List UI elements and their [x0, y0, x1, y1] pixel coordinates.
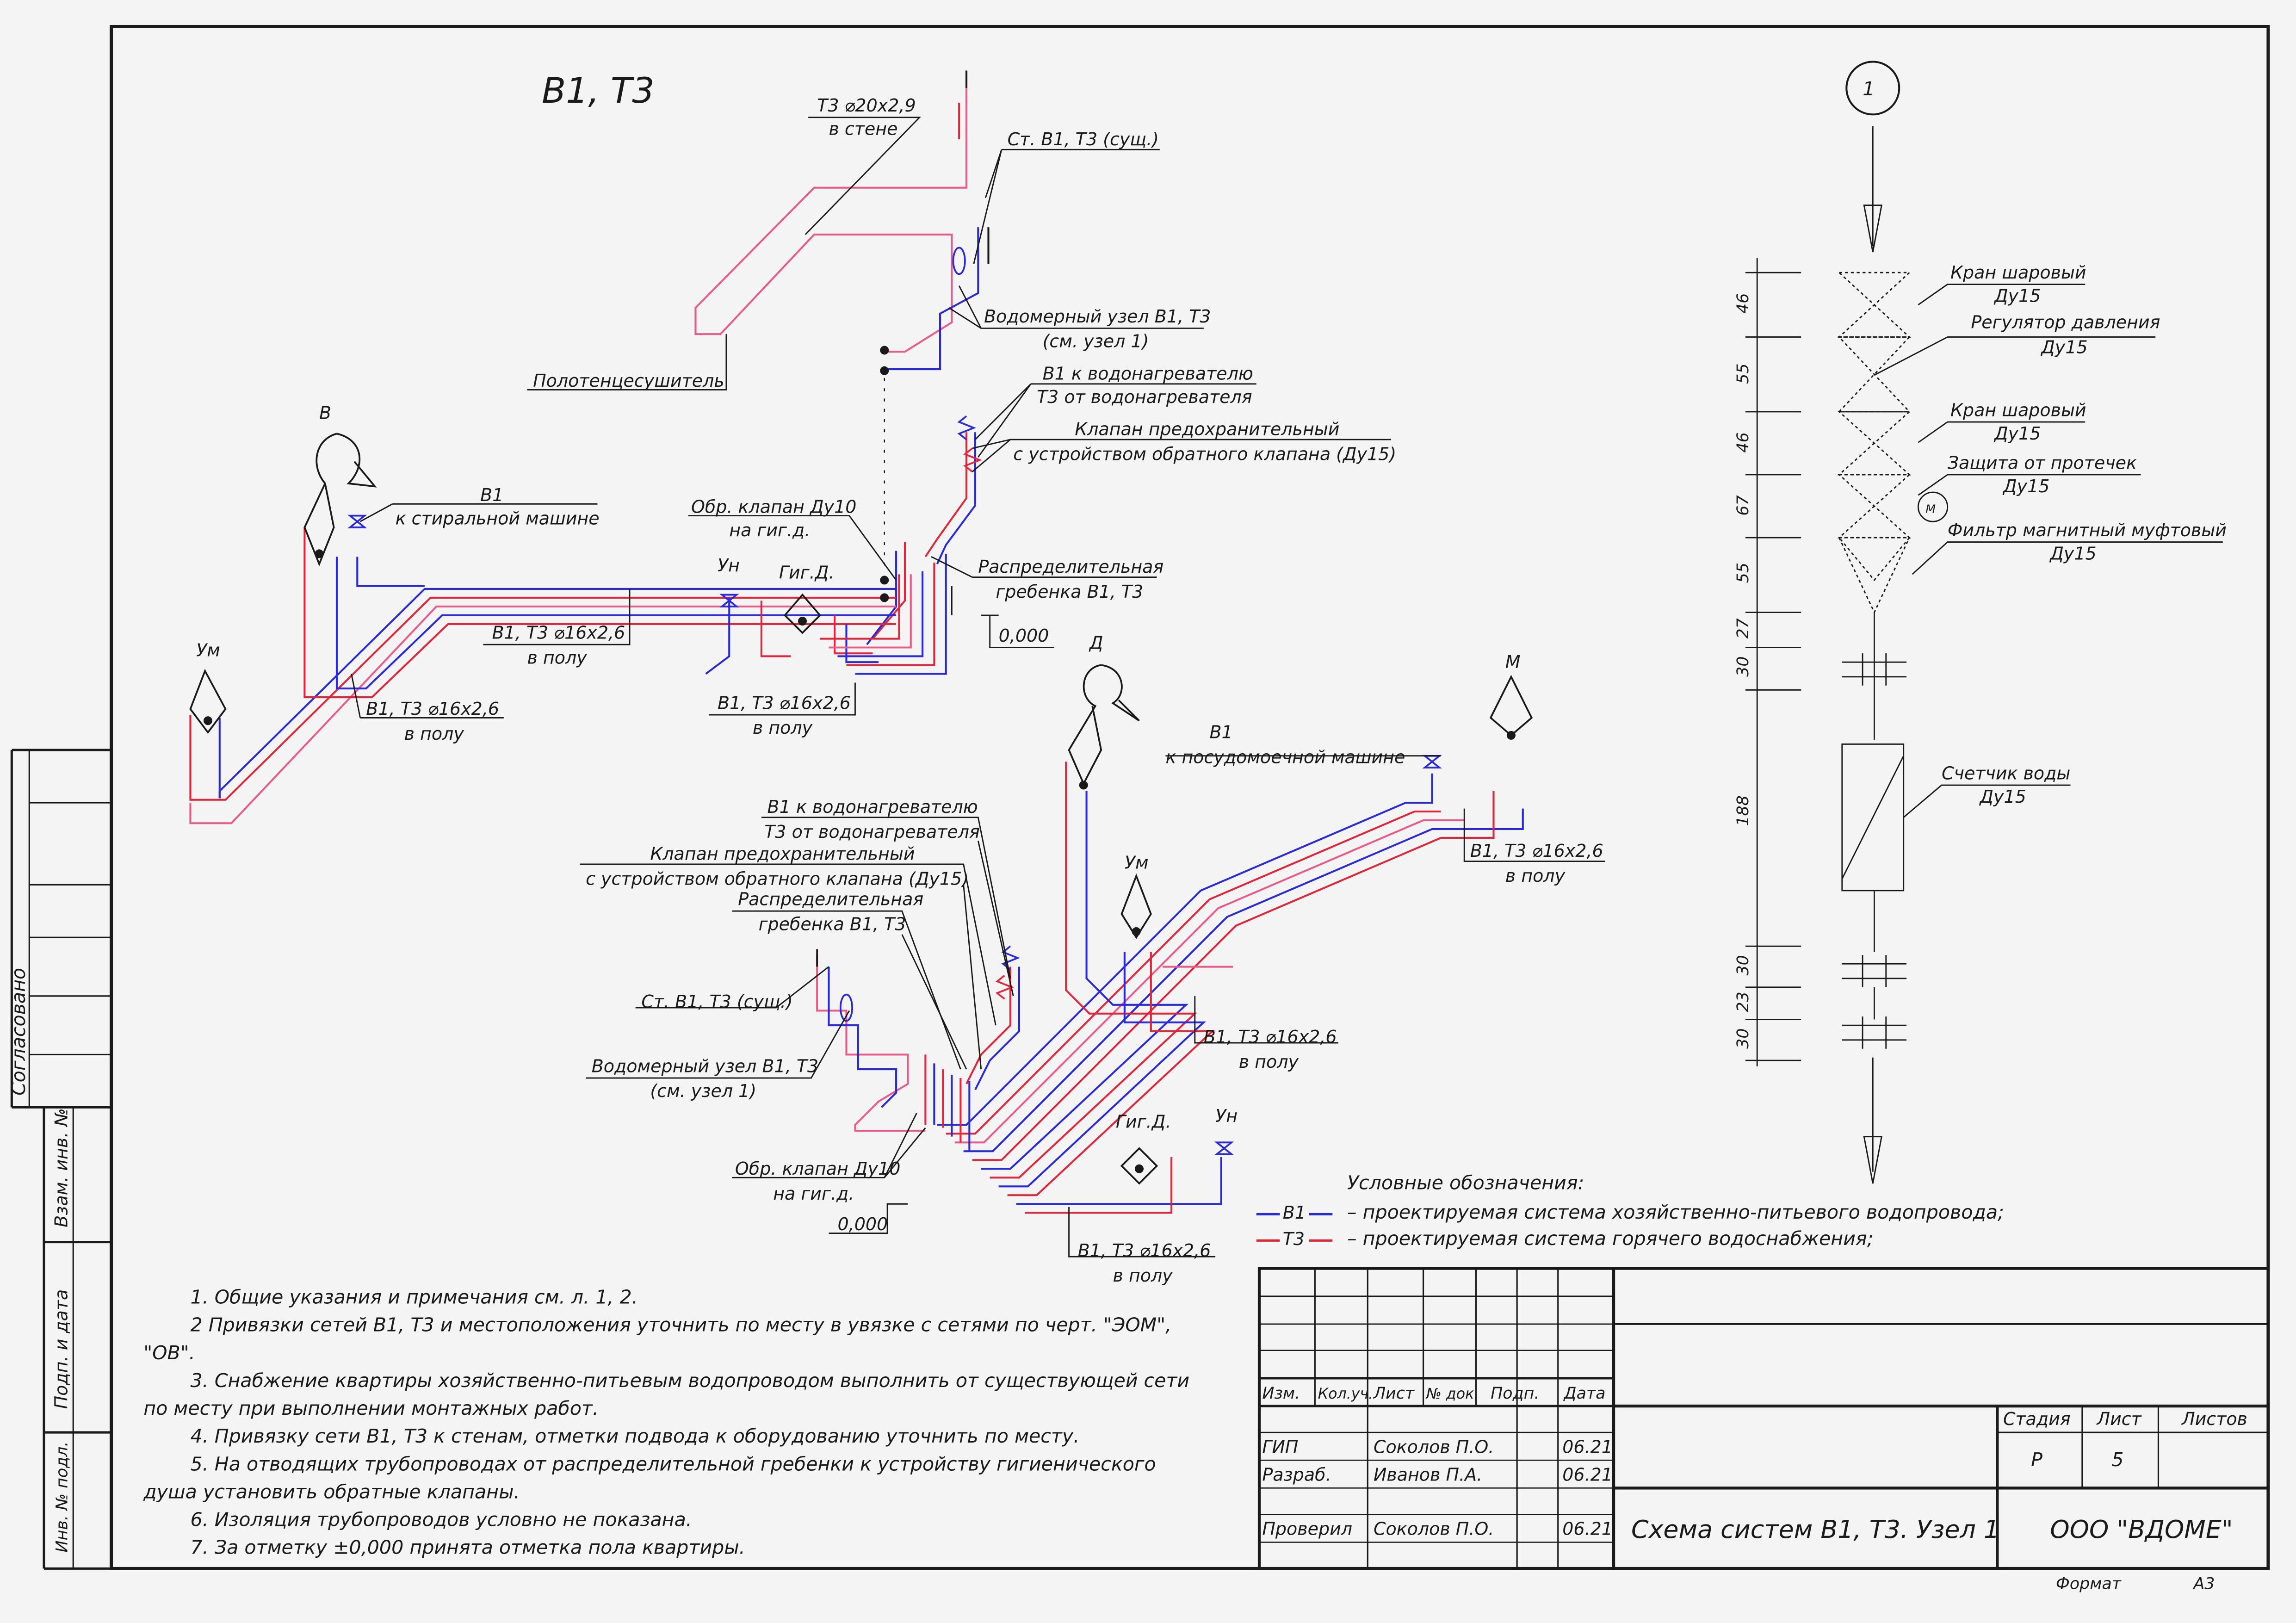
label-manifold-top-2: гребенка В1, Т3 [996, 581, 1144, 602]
motor-symbol: М [1925, 502, 1936, 516]
node-item-size: Ду15 [2050, 543, 2097, 564]
label-pipe-c-2: в полу [752, 718, 813, 738]
label-fixture-d: Д [1089, 632, 1103, 653]
tb-name-prov: Соколов П.О. [1373, 1518, 1494, 1539]
node-dimension: 55 [1734, 363, 1753, 384]
tb-role-prov: Проверил [1262, 1518, 1353, 1539]
label-pipe-d-2: в полу [1505, 865, 1566, 886]
label-um-bottom: Ум [1124, 852, 1149, 873]
tb-date-gip: 06.21 [1562, 1437, 1613, 1457]
tb-name-gip: Соколов П.О. [1373, 1437, 1494, 1457]
label-manifold-top: Распределительная [978, 557, 1164, 577]
node-dimension: 23 [1734, 991, 1753, 1012]
label-pipe-a: В1, Т3 ⌀16х2,6 [492, 622, 625, 643]
note-5: 5. На отводящих трубопроводах от распределительной гребенки к устройству гигиенического [190, 1453, 1156, 1475]
label-valve-bot-2: с устройством обратного клапана (Ду15) [586, 868, 969, 889]
tb-sheet: 5 [2111, 1448, 2124, 1471]
label-pipe-c: В1, Т3 ⌀16х2,6 [717, 693, 851, 713]
tb-sheet-label: Лист [2097, 1409, 2141, 1430]
node-dimension: 55 [1734, 562, 1753, 583]
note-7: 7. За отметку ±0,000 принята отметка пола квартиры. [190, 1536, 745, 1559]
label-valve-bot: Клапан предохранительный [650, 843, 915, 864]
label-hyg-top: Гиг.Д. [779, 562, 835, 583]
legend-t3-code: Т3 [1282, 1228, 1305, 1249]
label-check-valve-top-2: на гиг.д. [729, 520, 811, 540]
node-item-label: Кран шаровый [1950, 400, 2086, 421]
podp-date-label: Подп. и дата [51, 1289, 72, 1409]
node-item-label: Регулятор давления [1971, 312, 2160, 333]
label-level-top: 0,000 [998, 625, 1049, 646]
label-washer: к стиральной машине [395, 508, 600, 529]
node-item-label: Кран шаровый [1950, 262, 2086, 283]
note-5-cont: душа установить обратные клапаны. [143, 1481, 520, 1503]
tb-header-izm: Изм. [1262, 1384, 1300, 1403]
label-pipe-e-2: в полу [1238, 1051, 1299, 1072]
label-meter-unit-bot: Водомерный узел В1, Т3 [591, 1056, 819, 1077]
node-dimension: 46 [1734, 293, 1753, 314]
tb-date-prov: 06.21 [1562, 1518, 1613, 1539]
label-dish: к посудомоечной машине [1165, 747, 1405, 768]
label-um-left: Ум [196, 640, 220, 661]
label-pipe-d: В1, Т3 ⌀16х2,6 [1470, 841, 1603, 861]
label-t3-wall: Т3 ⌀20х2,9 [817, 95, 916, 116]
tb-format: А3 [2193, 1574, 2215, 1593]
label-check-valve-bot: Обр. клапан Ду10 [735, 1158, 901, 1179]
note-3-cont: по месту при выполнении монтажных работ. [143, 1397, 599, 1420]
legend-t3-text: – проектируемая система горячего водоснабжения; [1347, 1227, 1874, 1250]
label-washer-b1: В1 [480, 484, 504, 505]
label-pipe-e: В1, Т3 ⌀16х2,6 [1203, 1027, 1337, 1047]
label-fixture-b: В [319, 403, 332, 423]
label-riser-bot: Ст. В1, Т3 (сущ.) [641, 991, 793, 1012]
node-item-size: Ду15 [1980, 787, 2026, 807]
note-2-cont: "ОВ". [143, 1341, 195, 1364]
legend-title: Условные обозначения: [1347, 1171, 1584, 1194]
legend-b1-text: – проектируемая система хозяйственно-питьевого водопровода; [1347, 1201, 2004, 1223]
legend-b1-code: В1 [1282, 1202, 1306, 1223]
tb-date-razrab: 06.21 [1562, 1464, 1613, 1485]
node-item-size: Ду15 [1994, 285, 2041, 306]
label-check-valve-bot-2: на гиг.д. [773, 1183, 854, 1204]
tb-stage-label: Стадия [2003, 1409, 2071, 1430]
node-item-size: Ду15 [2041, 337, 2088, 358]
tb-header-koluch: Кол.уч. [1318, 1386, 1374, 1403]
label-valve-top: Клапан предохранительный [1075, 419, 1340, 440]
label-dish-b1: В1 [1209, 722, 1233, 743]
note-4: 4. Привязку сети В1, Т3 к стенам, отметки подвода к оборудованию уточнить по месту. [190, 1425, 1080, 1448]
node-item-size: Ду15 [1994, 423, 2041, 444]
note-3: 3. Снабжение квартиры хозяйственно-питьевым водопроводом выполнить от существующей сети [190, 1369, 1190, 1392]
label-heater-top-2: Т3 от водонагревателя [1036, 386, 1252, 407]
label-hyg-bottom: Гиг.Д. [1115, 1111, 1171, 1132]
label-pipe-b: В1, Т3 ⌀16х2,6 [366, 699, 500, 719]
label-meter-unit-top-2: (см. узел 1) [1042, 331, 1149, 352]
label-pipe-f: В1, Т3 ⌀16х2,6 [1077, 1240, 1211, 1261]
tb-name-razrab: Иванов П.А. [1373, 1464, 1483, 1485]
label-valve-top-2: с устройством обратного клапана (Ду15) [1013, 444, 1397, 465]
node-dimension: 30 [1734, 656, 1753, 677]
tb-sheets-label: Листов [2182, 1409, 2247, 1430]
node-dimension: 188 [1734, 795, 1753, 826]
tb-header-doc: № док. [1426, 1386, 1479, 1403]
note-2: 2 Привязки сетей В1, Т3 и местоположения уточнить по месту в увязке с сетями по черт. "ЭОМ", [190, 1313, 1172, 1336]
node-dimension: 67 [1734, 495, 1753, 516]
tb-company: ООО "ВДОМЕ" [2050, 1514, 2233, 1544]
label-meter-unit-bot-2: (см. узел 1) [650, 1081, 757, 1102]
label-check-valve-top: Обр. клапан Ду10 [691, 496, 857, 517]
node-item-label: Защита от протечек [1947, 452, 2137, 473]
label-level-bottom: 0,000 [837, 1214, 888, 1235]
tb-header-podp: Подп. [1491, 1384, 1540, 1403]
label-un-top: Ун [717, 555, 740, 576]
label-pipe-b-2: в полу [404, 723, 464, 744]
tb-header-date: Дата [1564, 1384, 1606, 1403]
node-number: 1 [1863, 78, 1875, 100]
label-manifold-bot-2: гребенка В1, Т3 [758, 914, 906, 935]
node-dimension: 30 [1734, 955, 1753, 976]
node-dimension: 27 [1734, 618, 1753, 639]
label-un-bottom: Ун [1215, 1106, 1238, 1127]
vzam-inv-label: Взам. инв. № [51, 1108, 72, 1227]
label-heater-bot-2: Т3 от водонагревателя [764, 821, 980, 842]
inv-podl-label: Инв. № подл. [53, 1441, 72, 1553]
node-item-size: Ду15 [2003, 476, 2050, 496]
tb-doc-title: Схема систем В1, Т3. Узел 1 [1631, 1514, 2000, 1544]
label-towel-dryer: Полотенцесушитель [533, 371, 724, 391]
tb-role-razrab: Разраб. [1262, 1464, 1331, 1485]
tb-format-label: Формат [2055, 1574, 2122, 1593]
label-pipe-f-2: в полу [1113, 1265, 1173, 1286]
node-dimension: 46 [1734, 432, 1753, 453]
label-pipe-a-2: в полу [527, 647, 587, 668]
note-6: 6. Изоляция трубопроводов условно не показана. [190, 1508, 692, 1531]
agreed-label: Согласовано [7, 967, 30, 1096]
label-heater-bot: В1 к водонагревателю [767, 797, 978, 818]
tb-role-gip: ГИП [1262, 1437, 1299, 1457]
label-riser-top: Ст. В1, Т3 (сущ.) [1007, 129, 1159, 149]
node-item-label: Фильтр магнитный муфтовый [1947, 520, 2227, 540]
system-title: В1, Т3 [542, 70, 655, 112]
label-manifold-bot: Распределительная [738, 889, 924, 910]
note-1: 1. Общие указания и примечания см. л. 1, 2. [190, 1286, 638, 1308]
label-t3-wall-2: в стене [829, 118, 898, 139]
tb-stage: Р [2031, 1448, 2042, 1471]
label-fixture-m: М [1505, 651, 1521, 672]
node-dimension: 30 [1734, 1028, 1753, 1049]
tb-header-list: Лист [1373, 1384, 1415, 1403]
label-meter-unit-top: Водомерный узел В1, Т3 [984, 306, 1211, 327]
label-heater-top: В1 к водонагревателю [1042, 363, 1253, 384]
node-item-label: Счетчик воды [1942, 763, 2071, 784]
